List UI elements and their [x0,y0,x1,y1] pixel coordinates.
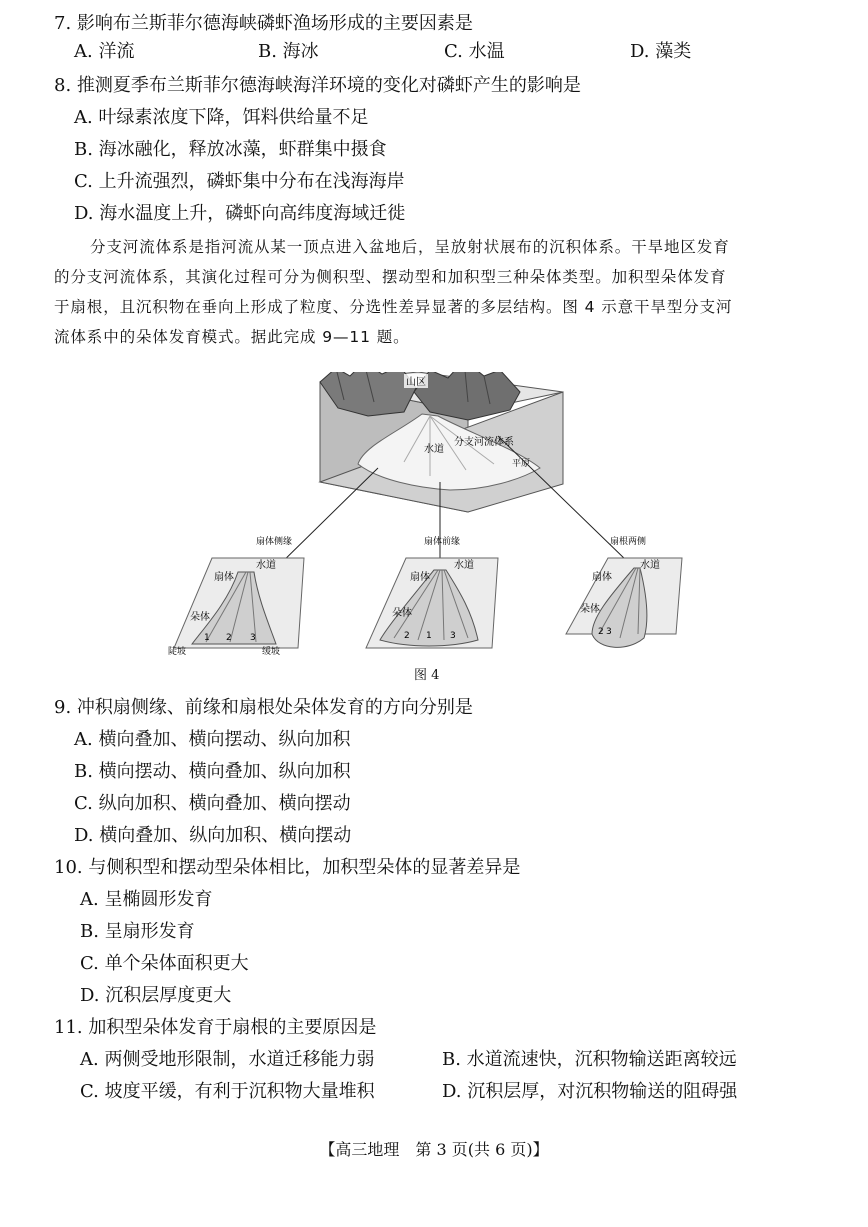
panel-3-num-2: 2 [598,627,604,637]
panel-fan-root [566,535,682,647]
panel-2-num-1: 1 [426,631,432,641]
figure-caption: 图 4 [414,668,440,683]
question-10-stem: 10. 与侧积型和摆动型朵体相比，加积型朵体的显著差异是 [54,857,521,878]
q11-option-b: B. 水道流速快，沉积物输送距离较远 [442,1049,737,1070]
panel-1-num-3: 3 [250,633,256,643]
q7-option-c: C. 水温 [444,41,505,62]
q10-option-d: D. 沉积层厚度更大 [80,985,232,1006]
panel-fan-front [366,535,498,648]
intro-line-3: 于扇根，且沉积物在垂向上形成了粒度、分选性差异显著的多层结构。图 4 示意干旱型分支河 [54,298,733,316]
q9-option-d: D. 横向叠加、纵向加积、横向摆动 [74,825,352,846]
panel-2-channel: 水道 [454,560,474,571]
page-footer: 【高三地理 第 3 页(共 6 页)】 [319,1140,549,1159]
q11-option-c: C. 坡度平缓，有利于沉积物大量堆积 [80,1081,375,1102]
panel-1-steep: 陡坡 [168,647,187,657]
figure-4-diagram [168,372,708,672]
panel-3-title: 扇根两侧 [610,537,647,547]
q11-option-a: A. 两侧受地形限制，水道迁移能力弱 [80,1049,375,1070]
label-mountain: 山区 [406,377,426,388]
intro-paragraph [54,232,824,352]
question-7-stem: 7. 影响布兰斯菲尔德海峡磷虾渔场形成的主要因素是 [54,13,473,34]
panel-2-fan: 扇体 [410,572,430,583]
label-channel-top: 水道 [424,444,444,455]
q8-option-a: A. 叶绿素浓度下降，饵料供给量不足 [74,107,369,128]
leader-line-left [272,468,378,572]
panel-2-num-2: 2 [404,631,410,641]
panel-2-lobe: 朵体 [392,608,412,619]
panel-1-num-1: 1 [204,633,210,643]
q9-option-c: C. 纵向加积、横向叠加、横向摆动 [74,793,351,814]
q8-option-b: B. 海冰融化，释放冰藻，虾群集中摄食 [74,139,387,160]
panel-3-lobe: 朵体 [580,604,600,615]
panel-3-fan: 扇体 [592,572,612,583]
q8-option-d: D. 海水温度上升，磷虾向高纬度海域迁徙 [74,203,406,224]
panel-1-lobe: 朵体 [190,612,210,623]
q7-option-b: B. 海冰 [258,41,319,62]
panel-1-gentle: 缓坡 [262,647,281,657]
q10-option-a: A. 呈椭圆形发育 [80,889,213,910]
q10-option-b: B. 呈扇形发育 [80,921,195,942]
q9-option-b: B. 横向摆动、横向叠加、纵向加积 [74,761,351,782]
question-8-stem: 8. 推测夏季布兰斯菲尔德海峡海洋环境的变化对磷虾产生的影响是 [54,75,581,96]
panel-3-num-3: 3 [606,627,612,637]
q9-option-a: A. 横向叠加、横向摆动、纵向加积 [74,729,351,750]
panel-1-num-2: 2 [226,633,232,643]
panel-1-title: 扇体侧缘 [256,537,293,547]
q7-option-d: D. 藻类 [630,41,692,62]
panel-fan-lateral [168,535,304,657]
intro-line-4: 流体系中的朵体发育模式。据此完成 9—11 题。 [54,328,410,346]
panel-1-channel: 水道 [256,560,276,571]
q7-option-a: A. 洋流 [74,41,135,62]
panel-2-num-3: 3 [450,631,456,641]
label-plain: 平原 [512,459,531,469]
question-11-stem: 11. 加积型朵体发育于扇根的主要原因是 [54,1017,377,1038]
panel-2-title: 扇体前缘 [424,537,461,547]
intro-line-1: 分支河流体系是指河流从某一顶点进入盆地后，呈放射状展布的沉积体系。干旱地区发育 [90,238,730,256]
q8-option-c: C. 上升流强烈，磷虾集中分布在浅海海岸 [74,171,405,192]
q10-option-c: C. 单个朵体面积更大 [80,953,249,974]
q11-option-d: D. 沉积层厚，对沉积物输送的阻碍强 [442,1081,738,1102]
label-system: 分支河流体系 [454,437,514,448]
question-9-stem: 9. 冲积扇侧缘、前缘和扇根处朵体发育的方向分别是 [54,697,473,718]
intro-line-2: 的分支河流体系，其演化过程可分为侧积型、摆动型和加积型三种朵体类型。加积型朵体发育 [54,268,727,286]
panel-1-fan: 扇体 [214,572,234,583]
panel-3-channel: 水道 [640,560,660,571]
